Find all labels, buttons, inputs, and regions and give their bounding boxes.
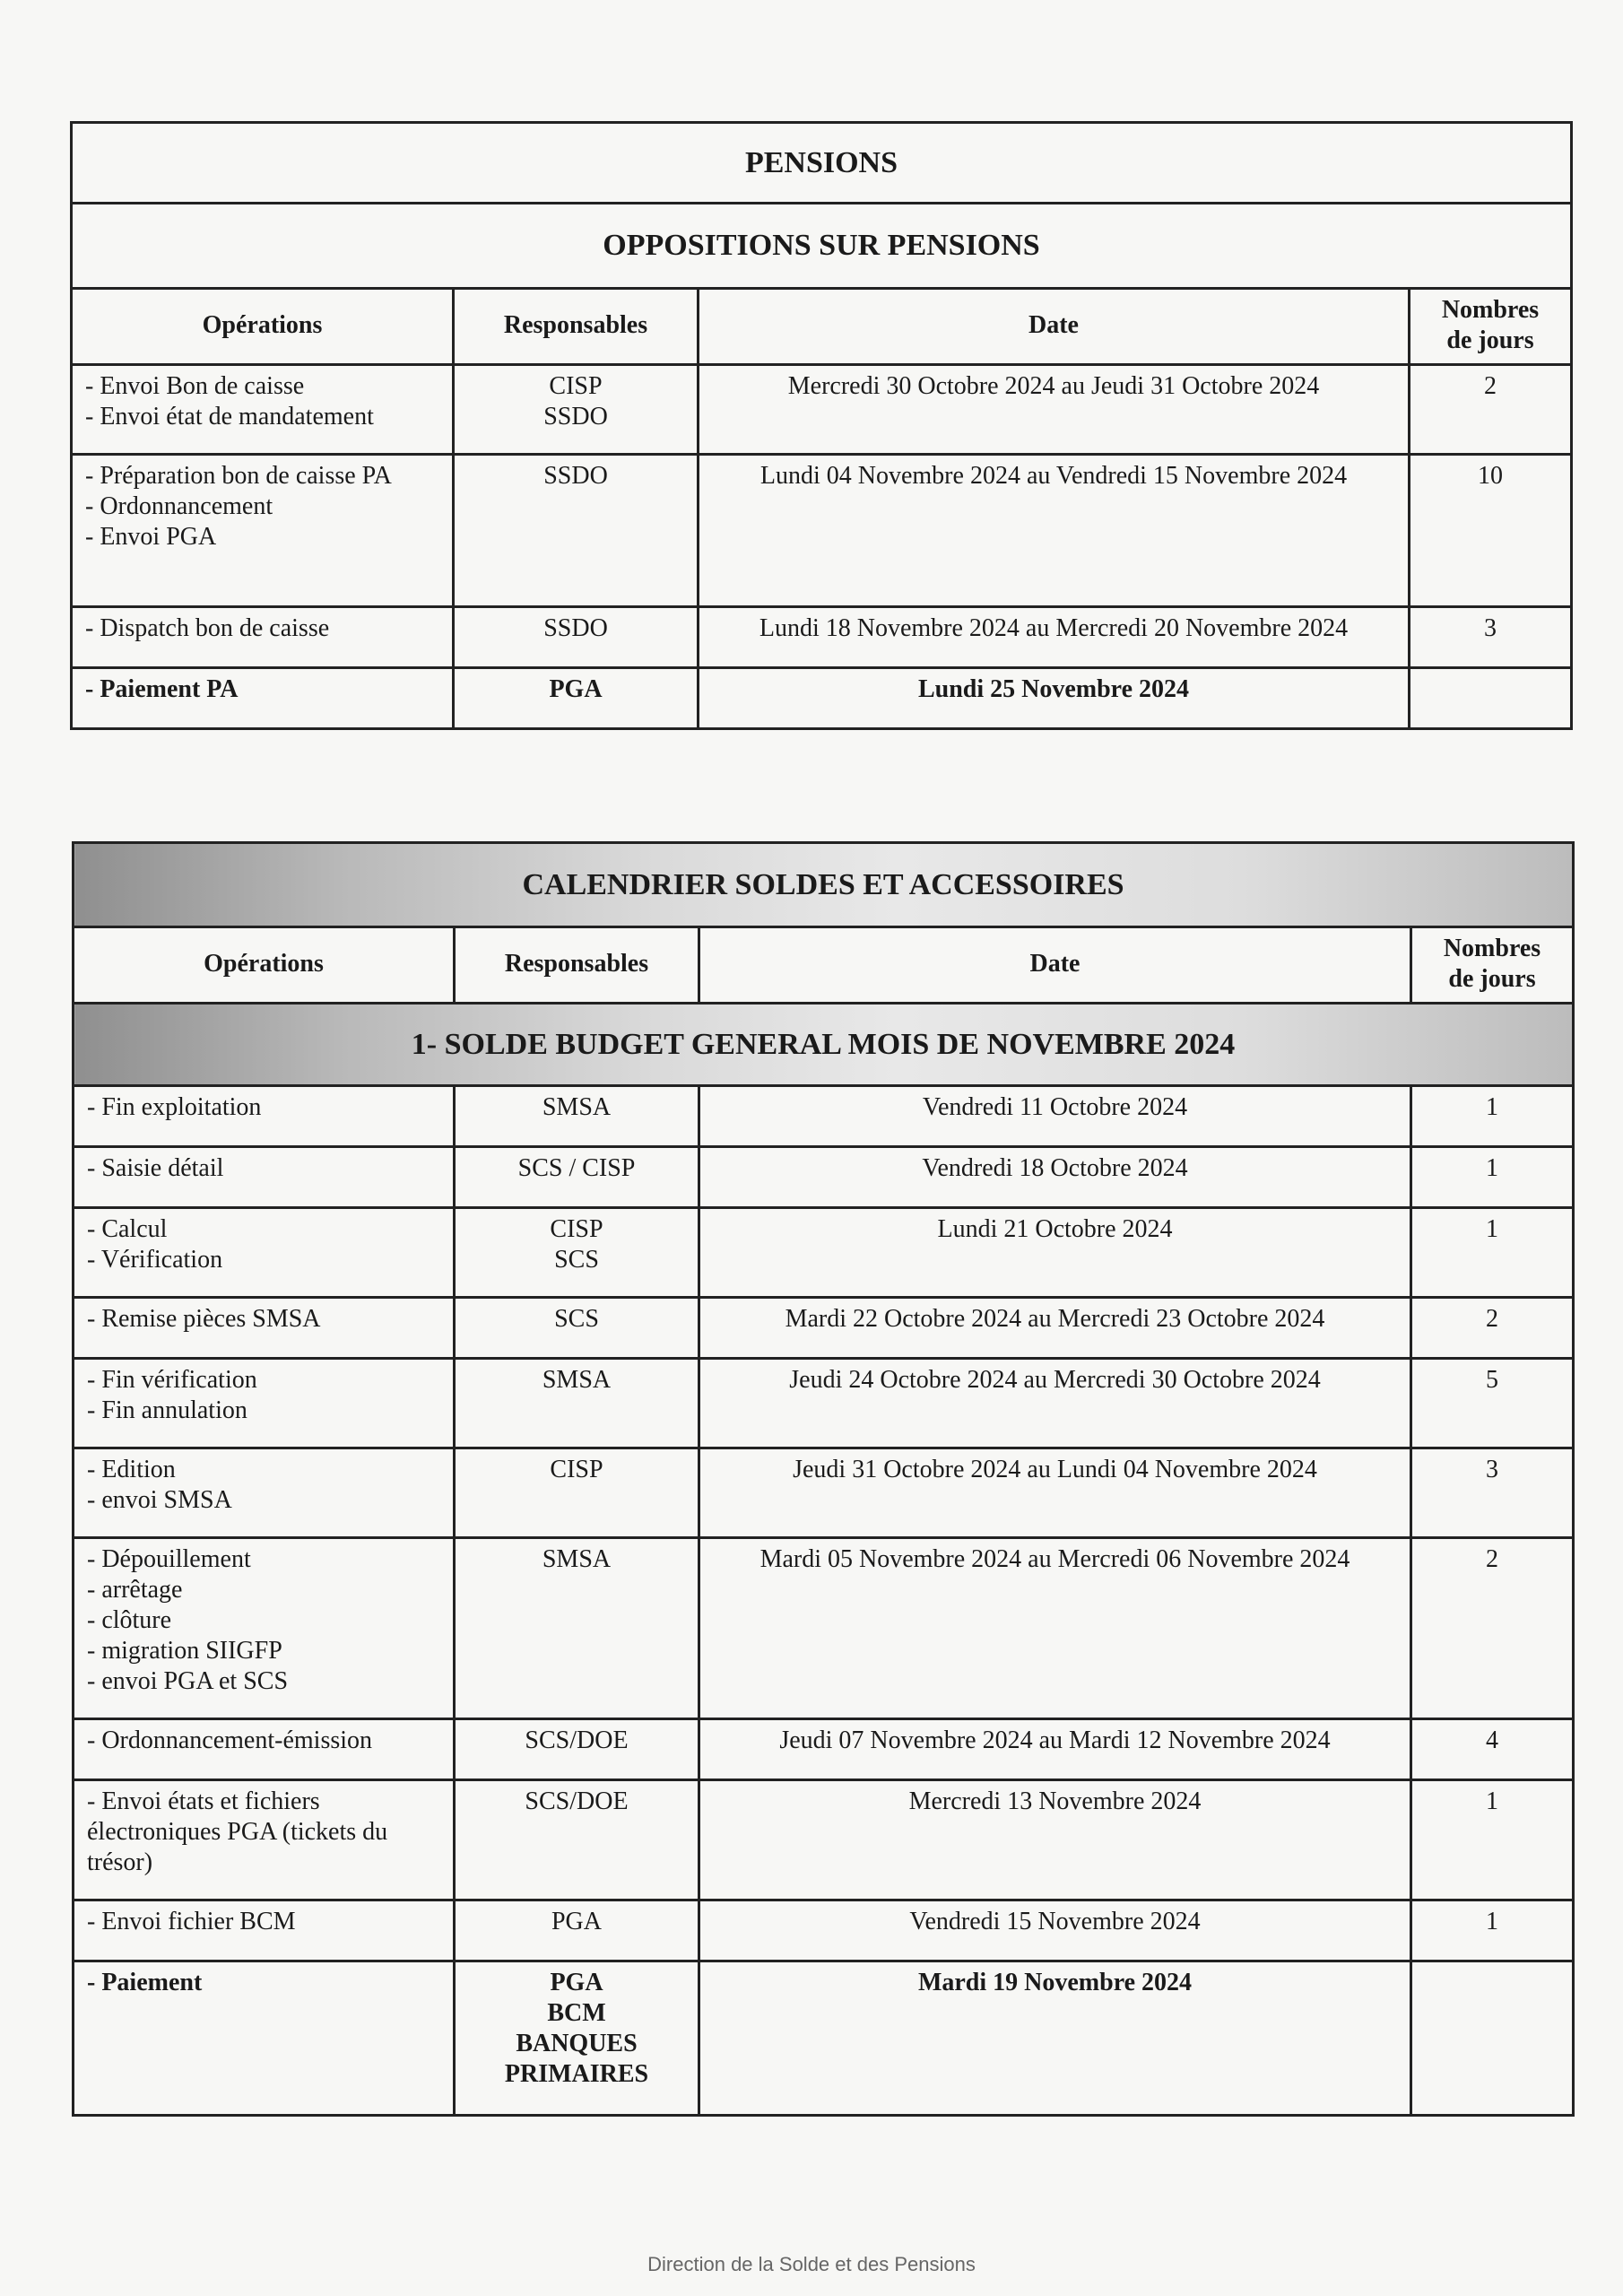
responsable-item: PGA bbox=[550, 1969, 603, 1996]
responsable-cell bbox=[454, 607, 699, 668]
date-cell: Vendredi 15 Novembre 2024 bbox=[699, 1900, 1411, 1961]
operation-cell bbox=[72, 668, 454, 729]
operation-cell bbox=[74, 1961, 455, 2116]
responsable-item: SCS/DOE bbox=[525, 1787, 629, 1815]
soldes-title: CALENDRIER SOLDES ET ACCESSOIRES bbox=[74, 843, 1574, 927]
operation-cell bbox=[74, 1298, 455, 1359]
operation-cell bbox=[74, 1147, 455, 1208]
responsable-item: SCS bbox=[554, 1246, 599, 1274]
jours-cell: 3 bbox=[1411, 1448, 1574, 1538]
jours-cell bbox=[1410, 668, 1572, 729]
operation-cell bbox=[74, 1208, 455, 1298]
operation-item: - Préparation bon de caisse PA bbox=[85, 462, 392, 490]
jours-cell: 2 bbox=[1410, 365, 1572, 455]
operation-cell bbox=[74, 1780, 455, 1900]
jours-cell bbox=[1411, 1961, 1574, 2116]
table-row bbox=[74, 1538, 1574, 1719]
responsable-cell bbox=[455, 1780, 699, 1900]
operation-cell bbox=[74, 1719, 455, 1780]
responsable-item: SMSA bbox=[542, 1366, 612, 1394]
pensions-title: PENSIONS bbox=[72, 123, 1572, 204]
operation-item: - Vérification bbox=[87, 1246, 223, 1274]
jours-cell: 2 bbox=[1411, 1538, 1574, 1719]
operation-item: - Ordonnancement bbox=[85, 492, 273, 520]
date-cell: Mercredi 30 Octobre 2024 au Jeudi 31 Octobre 2024 bbox=[699, 365, 1410, 455]
operation-item: - Fin annulation bbox=[87, 1396, 247, 1424]
table-row bbox=[74, 1448, 1574, 1538]
operation-item: - Saisie détail bbox=[87, 1154, 224, 1182]
responsable-item: SMSA bbox=[542, 1093, 612, 1121]
responsable-cell bbox=[455, 1538, 699, 1719]
date-cell: Mardi 05 Novembre 2024 au Mercredi 06 Novembre 2024 bbox=[699, 1538, 1411, 1719]
jours-cell: 1 bbox=[1411, 1780, 1574, 1900]
jours-cell: 4 bbox=[1411, 1719, 1574, 1780]
operation-item: - Dépouillement bbox=[87, 1545, 251, 1573]
responsable-cell bbox=[454, 365, 699, 455]
page-footer: Direction de la Solde et des Pensions bbox=[647, 2253, 976, 2275]
responsable-item: PGA bbox=[551, 1908, 602, 1935]
operation-item: - Envoi état de mandatement bbox=[85, 403, 374, 430]
responsable-item: PRIMAIRES bbox=[504, 2060, 649, 2088]
table-row bbox=[74, 1147, 1574, 1208]
operation-item: - Paiement bbox=[87, 1969, 203, 1996]
responsable-cell bbox=[455, 1961, 699, 2116]
table-row bbox=[72, 455, 1572, 607]
table-row bbox=[74, 1780, 1574, 1900]
responsable-item: CISP bbox=[549, 372, 603, 400]
pensions-rows bbox=[72, 365, 1572, 729]
responsable-cell bbox=[455, 1086, 699, 1147]
table-row bbox=[72, 365, 1572, 455]
operation-item: - Calcul bbox=[87, 1215, 168, 1243]
operation-item: - clôture bbox=[87, 1606, 172, 1634]
date-cell: Mardi 22 Octobre 2024 au Mercredi 23 Octobre 2024 bbox=[699, 1298, 1411, 1359]
soldes-table bbox=[72, 841, 1575, 2117]
table-row bbox=[72, 607, 1572, 668]
date-cell: Lundi 21 Octobre 2024 bbox=[699, 1208, 1411, 1298]
responsable-item: SCS / CISP bbox=[517, 1154, 636, 1182]
date-cell: Mercredi 13 Novembre 2024 bbox=[699, 1780, 1411, 1900]
soldes-rows bbox=[74, 1086, 1574, 2116]
responsable-cell bbox=[455, 1298, 699, 1359]
responsable-item: BCM bbox=[547, 1999, 606, 2027]
responsable-cell bbox=[455, 1208, 699, 1298]
jours-cell: 1 bbox=[1411, 1900, 1574, 1961]
table-row bbox=[74, 1961, 1574, 2116]
jours-cell: 1 bbox=[1411, 1208, 1574, 1298]
operation-item: - arrêtage bbox=[87, 1576, 183, 1604]
col-operations: Opérations bbox=[72, 289, 454, 365]
operation-item: - migration SIIGFP bbox=[87, 1637, 282, 1665]
responsable-cell bbox=[455, 1719, 699, 1780]
responsable-item: SCS/DOE bbox=[525, 1726, 629, 1754]
table-row bbox=[74, 1359, 1574, 1448]
table-row bbox=[74, 1298, 1574, 1359]
date-cell: Mardi 19 Novembre 2024 bbox=[699, 1961, 1411, 2116]
jours-cell: 1 bbox=[1411, 1147, 1574, 1208]
operation-item: - Ordonnancement-émission bbox=[87, 1726, 373, 1754]
responsable-item: SMSA bbox=[542, 1545, 612, 1573]
date-cell: Jeudi 31 Octobre 2024 au Lundi 04 Novembre 2024 bbox=[699, 1448, 1411, 1538]
col-date: Date bbox=[699, 927, 1411, 1004]
operation-item: - Fin exploitation bbox=[87, 1093, 262, 1121]
responsable-cell bbox=[455, 1900, 699, 1961]
operation-item: - Remise pièces SMSA bbox=[87, 1305, 321, 1333]
operation-cell bbox=[74, 1538, 455, 1719]
date-cell: Vendredi 18 Octobre 2024 bbox=[699, 1147, 1411, 1208]
operation-item: - Dispatch bon de caisse bbox=[85, 614, 330, 642]
date-cell: Lundi 04 Novembre 2024 au Vendredi 15 Novembre 2024 bbox=[699, 455, 1410, 607]
operation-cell bbox=[74, 1086, 455, 1147]
operation-cell bbox=[74, 1359, 455, 1448]
col-date: Date bbox=[699, 289, 1410, 365]
date-cell: Lundi 25 Novembre 2024 bbox=[699, 668, 1410, 729]
responsable-item: CISP bbox=[550, 1215, 603, 1243]
date-cell: Jeudi 24 Octobre 2024 au Mercredi 30 Octobre 2024 bbox=[699, 1359, 1411, 1448]
operation-cell bbox=[74, 1448, 455, 1538]
responsable-item: SSDO bbox=[543, 403, 608, 430]
col-responsables: Responsables bbox=[455, 927, 699, 1004]
responsable-cell bbox=[454, 455, 699, 607]
responsable-cell bbox=[455, 1147, 699, 1208]
table-row bbox=[74, 1719, 1574, 1780]
responsable-item: PGA bbox=[549, 675, 603, 703]
table-row bbox=[74, 1086, 1574, 1147]
section-solde-budget: 1- SOLDE BUDGET GENERAL MOIS DE NOVEMBRE 2024 bbox=[74, 1004, 1574, 1086]
col-operations: Opérations bbox=[74, 927, 455, 1004]
jours-cell: 1 bbox=[1411, 1086, 1574, 1147]
col-jours: Nombres de jours bbox=[1410, 289, 1572, 365]
operation-item: - Edition bbox=[87, 1456, 176, 1483]
responsable-item: BANQUES bbox=[516, 2030, 638, 2057]
pensions-table bbox=[70, 121, 1573, 730]
operation-item: - Envoi états et fichiers électroniques PGA (tickets du trésor) bbox=[87, 1787, 388, 1876]
operation-item: - Envoi fichier BCM bbox=[87, 1908, 296, 1935]
table-row bbox=[72, 668, 1572, 729]
col-jours: Nombres de jours bbox=[1411, 927, 1574, 1004]
responsable-cell bbox=[454, 668, 699, 729]
date-cell: Lundi 18 Novembre 2024 au Mercredi 20 Novembre 2024 bbox=[699, 607, 1410, 668]
date-cell: Vendredi 11 Octobre 2024 bbox=[699, 1086, 1411, 1147]
responsable-cell bbox=[455, 1359, 699, 1448]
operation-cell bbox=[72, 365, 454, 455]
responsable-cell bbox=[455, 1448, 699, 1538]
operation-item: - Fin vérification bbox=[87, 1366, 257, 1394]
responsable-item: SCS bbox=[554, 1305, 599, 1333]
operation-item: - envoi SMSA bbox=[87, 1486, 232, 1514]
jours-cell: 3 bbox=[1410, 607, 1572, 668]
jours-cell: 2 bbox=[1411, 1298, 1574, 1359]
operation-item: - Envoi PGA bbox=[85, 523, 217, 551]
jours-cell: 5 bbox=[1411, 1359, 1574, 1448]
operation-item: - envoi PGA et SCS bbox=[87, 1667, 289, 1695]
oppositions-title: OPPOSITIONS SUR PENSIONS bbox=[72, 204, 1572, 289]
operation-item: - Paiement PA bbox=[85, 675, 239, 703]
responsable-item: SSDO bbox=[543, 614, 608, 642]
operation-cell bbox=[72, 607, 454, 668]
table-row bbox=[74, 1900, 1574, 1961]
date-cell: Jeudi 07 Novembre 2024 au Mardi 12 Novembre 2024 bbox=[699, 1719, 1411, 1780]
jours-cell: 10 bbox=[1410, 455, 1572, 607]
col-responsables: Responsables bbox=[454, 289, 699, 365]
operation-cell bbox=[72, 455, 454, 607]
table-row bbox=[74, 1208, 1574, 1298]
operation-item: - Envoi Bon de caisse bbox=[85, 372, 305, 400]
operation-cell bbox=[74, 1900, 455, 1961]
responsable-item: SSDO bbox=[543, 462, 608, 490]
responsable-item: CISP bbox=[550, 1456, 603, 1483]
